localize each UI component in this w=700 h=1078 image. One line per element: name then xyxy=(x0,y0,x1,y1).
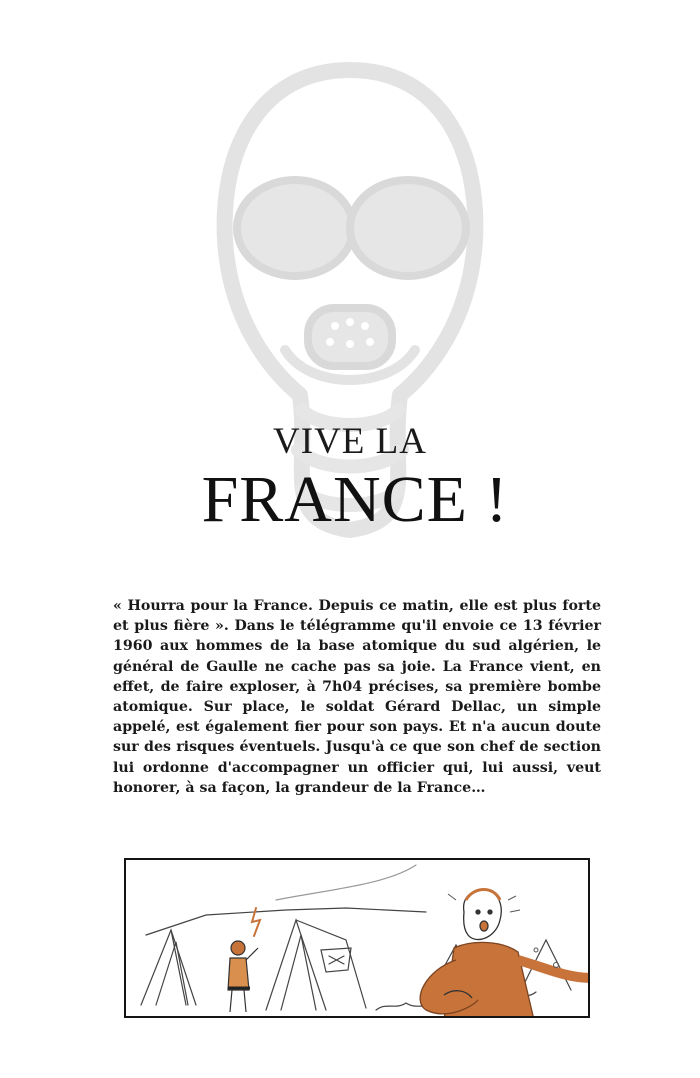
title-line-1: VIVE LA xyxy=(273,421,427,462)
title-line-2: FRANCE ! xyxy=(201,463,509,536)
desert-camp-sketch xyxy=(126,860,590,1018)
intro-paragraph: « Hourra pour la France. Depuis ce matin, elle est plus forte et plus fière ». Dans le télégramme qu'il envoie ce 13 février 1960 aux hommes de la base atomique du sud algérien, le général de Gaulle ne cache pas sa joie. La France vient, en effet, de faire exploser, à 7h04 précises, sa première bombe atomique. Sur place, le soldat Gérard Dellac, un simple appelé, est également fier pour son pays. Et n'a aucun doute sur des risques éventuels. Jusqu'à ce que son chef de section lui ordonne d'accompagner un officier qui, lui aussi, veut honorer, à sa façon, la grandeur de la France… xyxy=(113,598,601,796)
sketch-panel xyxy=(124,858,590,1018)
